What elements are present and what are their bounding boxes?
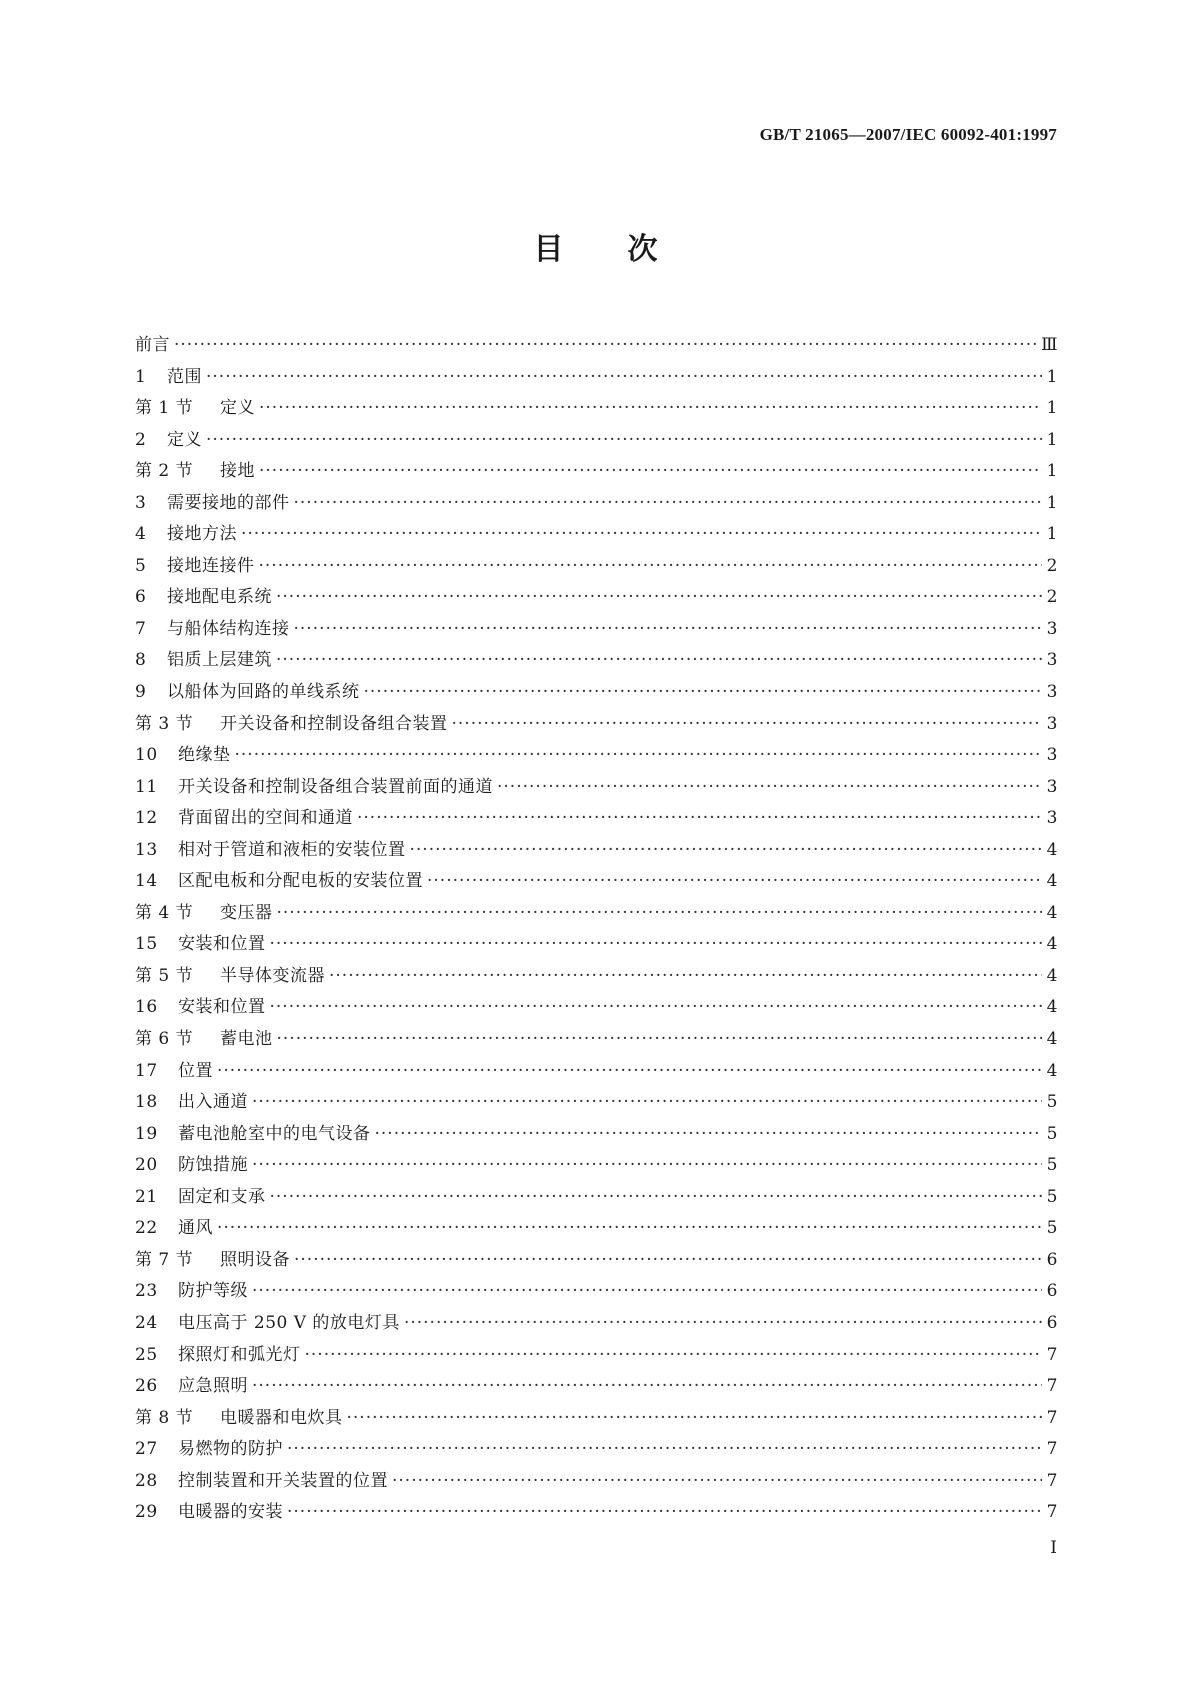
toc-entry-number: 第 3 节 [135, 713, 194, 734]
dot-leader [252, 1376, 1042, 1396]
toc-entry-label: 前言 [135, 335, 170, 355]
toc-entry[interactable] [135, 1182, 1058, 1214]
toc-entry-page: 4 [1046, 934, 1058, 955]
toc-entry[interactable] [135, 488, 1058, 520]
toc-entry[interactable] [135, 1466, 1058, 1498]
dot-leader [277, 1029, 1043, 1049]
toc-entry-page: 4 [1046, 902, 1058, 923]
toc-entry-label: 安装和位置 [178, 997, 266, 1018]
toc-entry-page: 6 [1046, 1312, 1058, 1333]
dot-leader [294, 1250, 1042, 1270]
standard-code: GB/T 21065—2007/IEC 60092-401:1997 [759, 125, 1057, 144]
dot-leader [270, 934, 1043, 954]
toc-entry-label: 控制装置和开关装置的位置 [178, 1470, 388, 1491]
toc-entry-label: 电暖器和电炊具 [220, 1407, 343, 1428]
toc-entry-page: 3 [1046, 713, 1058, 734]
dot-leader [217, 1061, 1042, 1081]
toc-entry-page: 1 [1046, 461, 1058, 482]
toc-entry-label: 接地方法 [167, 524, 237, 545]
dot-leader [305, 1345, 1043, 1365]
toc-entry-page: 1 [1046, 524, 1058, 545]
dot-leader [276, 650, 1042, 670]
dot-leader [427, 871, 1042, 891]
toc-entry[interactable] [135, 362, 1058, 394]
toc-entry-label: 出入通道 [178, 1092, 248, 1113]
toc-entry-number: 3 [135, 492, 147, 513]
toc-entry-page: 4 [1046, 997, 1058, 1018]
dot-leader [287, 1502, 1042, 1522]
toc-entry-number: 2 [135, 429, 147, 450]
dot-leader [287, 1439, 1042, 1459]
toc-entry-number: 19 [135, 1123, 158, 1144]
toc-entry[interactable] [135, 677, 1058, 709]
toc-entry[interactable] [135, 614, 1058, 646]
toc-entry-label: 区配电板和分配电板的安装位置 [178, 871, 423, 892]
toc-entry-number: 24 [135, 1312, 158, 1333]
toc-entry[interactable] [135, 992, 1058, 1024]
toc-entry[interactable] [135, 1150, 1058, 1182]
toc-entry-page: 7 [1046, 1502, 1058, 1523]
toc-entry-number: 12 [135, 808, 158, 829]
toc-entry-label: 开关设备和控制设备组合装置前面的通道 [178, 776, 493, 797]
dot-leader [259, 398, 1042, 418]
toc-entry-page: 5 [1046, 1092, 1058, 1113]
toc-entry-number: 5 [135, 555, 147, 576]
toc-entry-label: 蓄电池 [220, 1029, 273, 1050]
toc-entry[interactable] [135, 740, 1058, 772]
dot-leader [259, 461, 1042, 481]
toc-entry-page: 7 [1046, 1407, 1058, 1428]
toc-entry-number: 27 [135, 1439, 158, 1460]
dot-leader [174, 335, 1037, 355]
toc-entry-label: 防护等级 [178, 1281, 248, 1302]
page-title [0, 230, 1191, 270]
toc-entry-number: 18 [135, 1092, 158, 1113]
toc-entry-label: 蓄电池舱室中的电气设备 [178, 1123, 371, 1144]
toc-entry-page: 3 [1046, 682, 1058, 703]
toc-entry-number: 28 [135, 1470, 158, 1491]
toc-entry-label: 通风 [178, 1218, 213, 1239]
toc-entry-page: 2 [1046, 587, 1058, 608]
toc-entry-number: 26 [135, 1376, 158, 1397]
dot-leader [252, 1155, 1042, 1175]
toc-entry[interactable] [135, 1056, 1058, 1088]
dot-leader [357, 808, 1042, 828]
toc-entry-number: 25 [135, 1344, 158, 1365]
toc-entry-page: 1 [1046, 366, 1058, 387]
toc-entry-label: 接地配电系统 [167, 587, 272, 608]
toc-entry-page: 6 [1046, 1249, 1058, 1270]
toc-entry-number: 29 [135, 1502, 158, 1523]
toc-entry-label: 背面留出的空间和通道 [178, 808, 353, 829]
dot-leader [375, 1124, 1043, 1144]
toc-entry-number: 20 [135, 1155, 158, 1176]
toc-entry-page: 6 [1046, 1281, 1058, 1302]
toc-entry-page: 7 [1046, 1376, 1058, 1397]
toc-entry-label: 半导体变流器 [220, 965, 325, 986]
toc-entry[interactable] [135, 866, 1058, 898]
toc-entry-label: 位置 [178, 1060, 213, 1081]
toc-entry-label: 接地连接件 [167, 555, 255, 576]
toc-entry-number: 11 [135, 776, 158, 797]
toc-entry-number: 9 [135, 682, 147, 703]
table-of-contents [135, 330, 1058, 1529]
toc-entry[interactable] [135, 1119, 1058, 1151]
toc-entry-number: 13 [135, 839, 158, 860]
dot-leader [329, 966, 1042, 986]
toc-entry-number: 第 6 节 [135, 1029, 194, 1050]
toc-entry-number: 14 [135, 871, 158, 892]
toc-entry-page: 3 [1046, 618, 1058, 639]
toc-entry[interactable] [135, 772, 1058, 804]
toc-entry[interactable] [135, 551, 1058, 583]
toc-entry-page: 5 [1046, 1218, 1058, 1239]
toc-entry-label: 探照灯和弧光灯 [178, 1344, 301, 1365]
toc-entry-number: 第 8 节 [135, 1407, 194, 1428]
toc-entry-page: 4 [1046, 839, 1058, 860]
toc-entry[interactable] [135, 1371, 1058, 1403]
toc-entry-number: 22 [135, 1218, 158, 1239]
toc-entry[interactable] [135, 582, 1058, 614]
toc-entry-label: 定义 [167, 429, 202, 450]
toc-entry-number: 16 [135, 997, 158, 1018]
toc-entry-page: 3 [1046, 650, 1058, 671]
toc-entry-page: 7 [1046, 1344, 1058, 1365]
toc-entry-page: 5 [1046, 1123, 1058, 1144]
toc-entry[interactable] [135, 709, 1058, 741]
dot-leader [252, 1092, 1042, 1112]
toc-entry-page: 4 [1046, 1060, 1058, 1081]
dot-leader [410, 840, 1043, 860]
dot-leader [206, 430, 1042, 450]
toc-entry[interactable] [135, 1497, 1058, 1529]
toc-entry[interactable] [135, 519, 1058, 551]
dot-leader [241, 524, 1042, 544]
toc-entry-label: 定义 [220, 398, 255, 419]
toc-entry-number: 8 [135, 650, 147, 671]
toc-entry[interactable] [135, 961, 1058, 993]
toc-entry-number: 7 [135, 618, 147, 639]
dot-leader [259, 556, 1043, 576]
toc-entry-page: 7 [1046, 1439, 1058, 1460]
toc-entry-label: 开关设备和控制设备组合装置 [220, 713, 448, 734]
toc-entry-label: 电压高于 250 V 的放电灯具 [178, 1312, 400, 1333]
dot-leader [404, 1313, 1042, 1333]
toc-entry-page: 4 [1046, 965, 1058, 986]
toc-entry-label: 电暖器的安装 [178, 1502, 283, 1523]
toc-entry[interactable] [135, 1340, 1058, 1372]
dot-leader [252, 1281, 1042, 1301]
toc-entry-number: 1 [135, 366, 147, 387]
dot-leader [294, 493, 1043, 513]
toc-entry-number: 第 2 节 [135, 461, 194, 482]
toc-entry-number: 第 4 节 [135, 902, 194, 923]
toc-entry-label: 范围 [167, 366, 202, 387]
toc-entry[interactable] [135, 1087, 1058, 1119]
toc-entry-number: 第 7 节 [135, 1249, 194, 1270]
toc-entry[interactable] [135, 456, 1058, 488]
toc-entry-label: 需要接地的部件 [167, 492, 290, 513]
toc-entry-page: 7 [1046, 1470, 1058, 1491]
toc-entry[interactable] [135, 835, 1058, 867]
toc-entry-label: 以船体为回路的单线系统 [167, 682, 360, 703]
toc-entry[interactable] [135, 645, 1058, 677]
toc-entry-label: 接地 [220, 461, 255, 482]
dot-leader [206, 367, 1042, 387]
toc-entry-page: 4 [1046, 871, 1058, 892]
toc-entry-label: 应急照明 [178, 1376, 248, 1397]
toc-entry[interactable] [135, 1434, 1058, 1466]
toc-entry-page: 1 [1046, 492, 1058, 513]
page-folio: I [1050, 1538, 1057, 1558]
title-char-1: 目 [533, 232, 564, 267]
toc-entry[interactable] [135, 1403, 1058, 1435]
toc-entry-label: 易燃物的防护 [178, 1439, 283, 1460]
toc-entry-label: 照明设备 [220, 1249, 290, 1270]
toc-entry[interactable] [135, 1245, 1058, 1277]
dot-leader [364, 682, 1043, 702]
title-char-2: 次 [627, 232, 658, 267]
toc-entry-label: 相对于管道和液柜的安装位置 [178, 839, 406, 860]
toc-entry-label: 变压器 [220, 902, 273, 923]
toc-entry-number: 第 1 节 [135, 398, 194, 419]
toc-entry[interactable] [135, 929, 1058, 961]
dot-leader [270, 997, 1043, 1017]
toc-entry[interactable] [135, 1308, 1058, 1340]
toc-entry-label: 与船体结构连接 [167, 618, 290, 639]
toc-entry-page: 3 [1046, 776, 1058, 797]
dot-leader [277, 903, 1043, 923]
toc-entry-label: 安装和位置 [178, 934, 266, 955]
dot-leader [452, 714, 1043, 734]
toc-entry-number: 4 [135, 524, 147, 545]
dot-leader [294, 619, 1043, 639]
dot-leader [392, 1471, 1042, 1491]
toc-entry[interactable] [135, 1024, 1058, 1056]
toc-entry[interactable] [135, 1276, 1058, 1308]
toc-entry-page: 3 [1046, 745, 1058, 766]
toc-entry-label: 铝质上层建筑 [167, 650, 272, 671]
toc-entry[interactable] [135, 393, 1058, 425]
dot-leader [497, 777, 1042, 797]
toc-entry-page: 3 [1046, 808, 1058, 829]
dot-leader [235, 745, 1043, 765]
toc-entry-label: 防蚀措施 [178, 1155, 248, 1176]
toc-entry-number: 10 [135, 745, 158, 766]
toc-entry-page: 5 [1046, 1186, 1058, 1207]
toc-entry-number: 6 [135, 587, 147, 608]
toc-entry[interactable] [135, 1213, 1058, 1245]
toc-entry-number: 第 5 节 [135, 965, 194, 986]
toc-entry-label: 绝缘垫 [178, 745, 231, 766]
toc-entry[interactable] [135, 898, 1058, 930]
toc-entry-label: 固定和支承 [178, 1186, 266, 1207]
dot-leader [270, 1187, 1043, 1207]
toc-entry-number: 17 [135, 1060, 158, 1081]
toc-entry[interactable] [135, 425, 1058, 457]
toc-entry-number: 23 [135, 1281, 158, 1302]
toc-entry[interactable] [135, 803, 1058, 835]
toc-entry-page: 5 [1046, 1155, 1058, 1176]
toc-entry-page: 2 [1046, 555, 1058, 576]
toc-entry-page: Ⅲ [1041, 335, 1058, 355]
toc-entry-page: 1 [1046, 398, 1058, 419]
toc-entry-number: 15 [135, 934, 158, 955]
dot-leader [276, 587, 1042, 607]
dot-leader [217, 1218, 1042, 1238]
toc-entry-page: 1 [1046, 429, 1058, 450]
toc-entry-number: 21 [135, 1186, 158, 1207]
toc-entry[interactable] [135, 330, 1058, 362]
dot-leader [347, 1408, 1043, 1428]
toc-entry-page: 4 [1046, 1029, 1058, 1050]
